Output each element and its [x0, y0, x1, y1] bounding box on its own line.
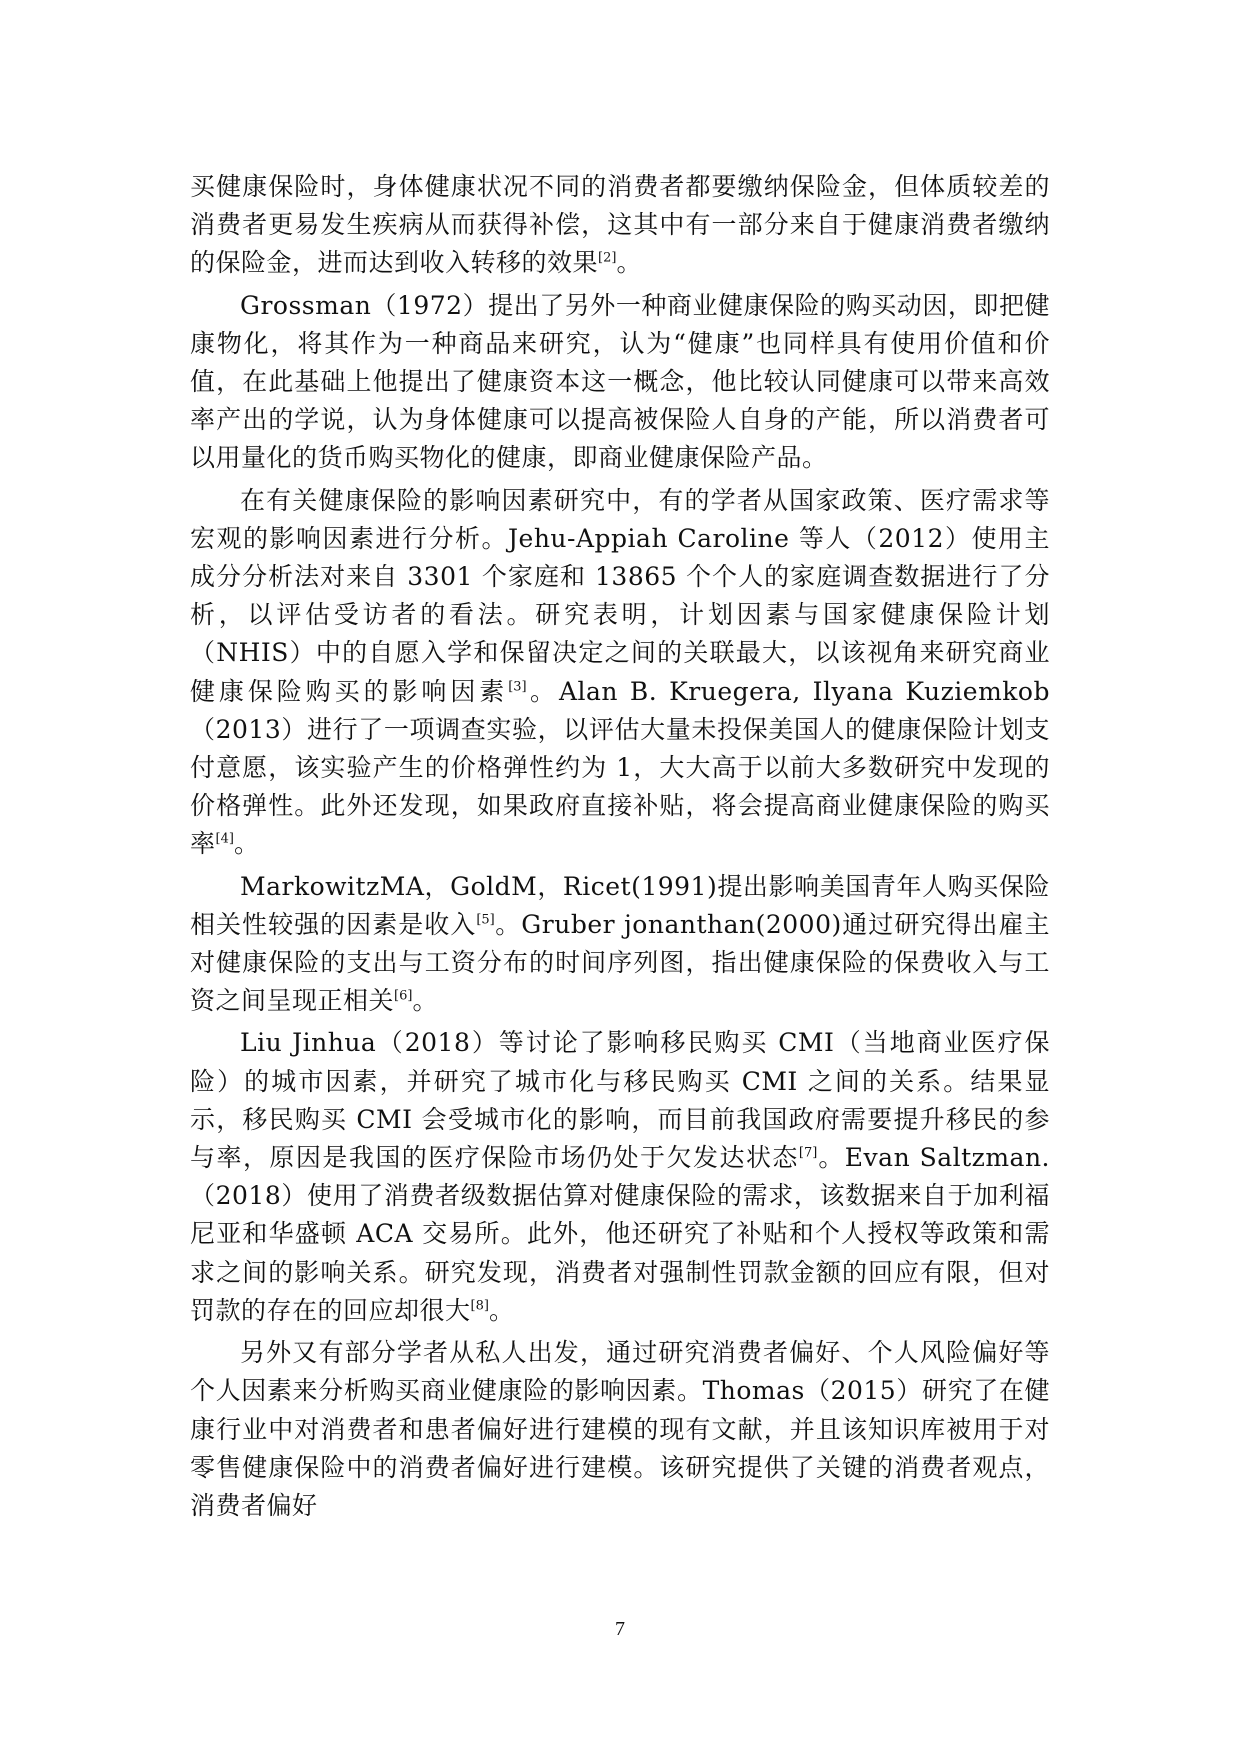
- paragraph-text: Grossman（1972）提出了另外一种商业健康保险的购买动因，即把健康物化，将其作为一种商品来研究，认为“健康”也同样具有使用价值和价值，在此基础上他提出了健康资本这一概念，他比较认同健康可以带来高效率产出的学说，认为身体健康可以提高被保险人自身的产能，所以消费者可以用量化的货币购买物化的健康，即商业健康保险产品。: [190, 290, 1050, 473]
- paragraph-text: 。: [616, 248, 642, 278]
- paragraph-text: 另外又有部分学者从私人出发，通过研究消费者偏好、个人风险偏好等个人因素来分析购买商业健康险的影响因素。Thomas（2015）研究了在健康行业中对消费者和患者偏好进行建模的现有文献，并且该知识库被用于对零售健康保险中的消费者偏好进行建模。该研究提供了关键的消费者观点，消费者偏好: [190, 1338, 1050, 1520]
- paragraph-text: 买健康保险时，身体健康状况不同的消费者都要缴纳保险金，但体质较差的消费者更易发生疾病从而获得补偿，这其中有一部分来自于健康消费者缴纳的保险金，进而达到收入转移的效果: [190, 172, 1050, 278]
- paragraph-text: 。: [488, 1295, 515, 1325]
- paragraph-text: 在有关健康保险的影响因素研究中，有的学者从国家政策、医疗需求等宏观的影响因素进行分析。Jehu-Appiah Caroline 等人（2012）使用主成分分析法对来自 3301 个家庭和 13865 个个人的家庭调查数据进行了分析，以评估受访者的看法。研究表明，计划因素与国家健康保险计划（NHIS）中的自愿入学和保留决定之间的关联最大，以该视角来研究商业健康保险购买的影响因素: [190, 485, 1050, 706]
- paragraph: [190, 287, 1050, 478]
- paragraph: [190, 1334, 1050, 1525]
- citation-2: [2]: [598, 251, 617, 267]
- citation-6: [6]: [394, 988, 413, 1004]
- paragraph-text: 。Alan B. Kruegera, Ilyana Kuziemkob（2013）进行了一项调查实验，以评估大量未投保美国人的健康保险计划支付意愿，该实验产生的价格弹性约为 1，大大高于以前大多数研究中发现的价格弹性。此外还发现，如果政府直接补贴，将会提高商业健康保险的购买率: [190, 676, 1050, 859]
- paragraph-text: 。: [233, 829, 260, 859]
- paragraph-text: Liu Jinhua（2018）等讨论了影响移民购买 CMI（当地商业医疗保险）的城市因素，并研究了城市化与移民购买 CMI 之间的关系。结果显示，移民购买 CMI 会受城市化的影响，而目前我国政府需要提升移民的参与率，原因是我国的医疗保险市场仍处于欠发达状态: [190, 1028, 1050, 1173]
- paragraph: [190, 868, 1050, 1021]
- citation-5: [5]: [476, 912, 495, 928]
- paragraph-text: MarkowitzMA，GoldM，Ricet(1991)提出影响美国青年人购买保险相关性较强的因素是收入: [190, 871, 1050, 939]
- paragraph-text: 。Gruber jonanthan(2000)通过研究得出雇主对健康保险的支出与工资分布的时间序列图，指出健康保险的保费收入与工资之间呈现正相关: [190, 909, 1050, 1016]
- page-number: 7: [615, 1618, 625, 1640]
- paragraph-text: 。Evan Saltzman.（2018）使用了消费者级数据估算对健康保险的需求，该数据来自于加利福尼亚和华盛顿 ACA 交易所。此外，他还研究了补贴和个人授权等政策和需求之间的影响关系。研究发现，消费者对强制性罚款金额的回应有限，但对罚款的存在的回应却很大: [190, 1143, 1050, 1325]
- paragraph: [190, 168, 1050, 283]
- citation-3: [3]: [508, 679, 527, 695]
- citation-7: [7]: [798, 1145, 818, 1161]
- paragraph-text: 。: [412, 986, 438, 1016]
- citation-4: [4]: [215, 832, 234, 848]
- citation-8: [8]: [470, 1298, 489, 1314]
- page-body: [190, 168, 1050, 1529]
- paragraph: [190, 482, 1050, 864]
- paragraph: [190, 1024, 1050, 1330]
